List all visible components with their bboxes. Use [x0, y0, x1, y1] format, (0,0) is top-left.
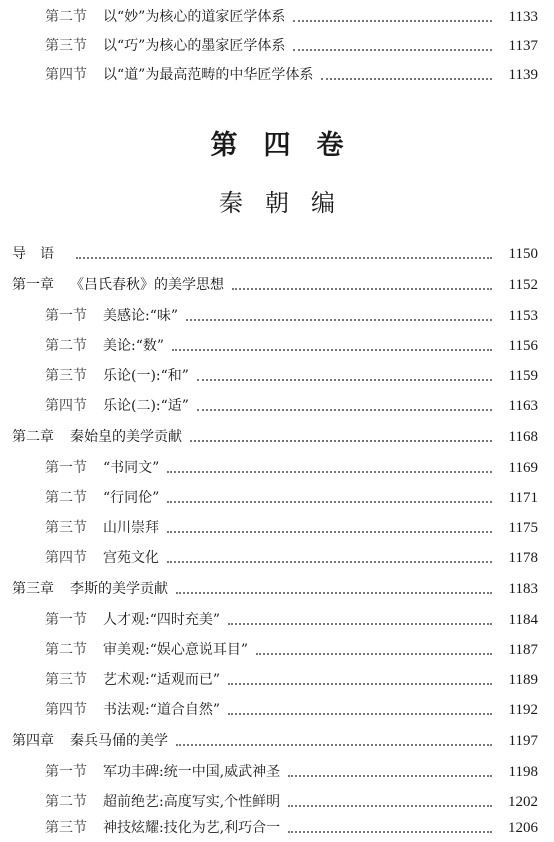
dot-leader [288, 804, 492, 807]
page-number: 1150 [508, 246, 538, 262]
volume-title: 第四卷 [210, 130, 370, 161]
toc-section-row[interactable] [0, 668, 554, 692]
dot-leader [167, 500, 492, 503]
dot-leader [76, 256, 492, 259]
section-number: 第一节 [45, 764, 87, 780]
chapter-number: 第三章 [12, 581, 54, 597]
dot-leader [232, 287, 492, 290]
dot-leader [293, 19, 492, 22]
page-number: 1175 [508, 520, 538, 536]
section-title: 以“妙”为核心的道家匠学体系 [103, 9, 286, 25]
chapter-title: 李斯的美学贡献 [70, 581, 168, 597]
toc-section-row[interactable] [0, 394, 554, 418]
toc-chapter-row[interactable] [0, 425, 554, 449]
dot-leader [228, 712, 492, 715]
section-title: 乐论(二):“适” [103, 398, 189, 414]
dot-leader [167, 560, 492, 563]
toc-section-row[interactable] [0, 698, 554, 722]
toc-section-row[interactable] [0, 5, 554, 29]
dot-leader [176, 743, 492, 746]
dot-leader [172, 348, 492, 351]
toc-section-row[interactable] [0, 334, 554, 358]
page-number: 1137 [508, 38, 538, 54]
section-title: 神技炫耀:技化为艺,利巧合一 [103, 820, 281, 836]
chapter-title: 秦始皇的美学贡献 [70, 429, 182, 445]
chapter-number: 第四章 [12, 733, 54, 749]
section-title: 美论:“数” [103, 338, 165, 354]
page-number: 1153 [508, 308, 538, 324]
chapter-number: 第一章 [12, 277, 54, 293]
dot-leader [288, 830, 492, 833]
page-number: 1192 [508, 702, 538, 718]
section-title: 乐论(一):“和” [103, 368, 189, 384]
page-number: 1159 [508, 368, 538, 384]
section-number: 第二节 [45, 490, 87, 506]
toc-section-row[interactable] [0, 63, 554, 87]
toc-section-row[interactable] [0, 34, 554, 58]
toc-section-row[interactable] [0, 790, 554, 814]
section-number: 第一节 [45, 612, 87, 628]
toc-section-row[interactable] [0, 608, 554, 632]
section-number: 第三节 [45, 672, 87, 688]
page-number: 1152 [508, 277, 538, 293]
section-number: 第一节 [45, 308, 87, 324]
section-title: “书同文” [103, 460, 160, 476]
section-title: 山川崇拜 [103, 520, 159, 536]
section-title: 以“道”为最高范畴的中华匠学体系 [103, 67, 314, 83]
section-number: 第一节 [45, 460, 87, 476]
section-number: 第三节 [45, 520, 87, 536]
dot-leader [228, 682, 492, 685]
dot-leader [293, 48, 492, 51]
page-number: 1197 [508, 733, 538, 749]
dot-leader [197, 408, 492, 411]
chapter-title: 《吕氏春秋》的美学思想 [70, 277, 224, 293]
page-number: 1187 [508, 642, 538, 658]
section-number: 第三节 [45, 368, 87, 384]
toc-section-row[interactable] [0, 456, 554, 480]
page-number: 1168 [508, 429, 538, 445]
dot-leader [167, 530, 492, 533]
section-number: 第三节 [45, 820, 87, 836]
page-number: 1169 [508, 460, 538, 476]
dot-leader [167, 470, 492, 473]
toc-section-row[interactable] [0, 546, 554, 570]
page-number: 1189 [508, 672, 538, 688]
chapter-title: 秦兵马俑的美学 [70, 733, 168, 749]
page-number: 1206 [508, 820, 538, 836]
page-number: 1171 [508, 490, 538, 506]
section-number: 第四节 [45, 398, 87, 414]
section-number: 第四节 [45, 702, 87, 718]
page-number: 1202 [508, 794, 538, 810]
section-title: 美感论:“味” [103, 308, 179, 324]
page-number: 1178 [508, 550, 538, 566]
dot-leader [288, 774, 492, 777]
dot-leader [176, 591, 492, 594]
toc-chapter-row[interactable] [0, 577, 554, 601]
part-title: 秦朝编 [219, 189, 357, 217]
toc-section-row[interactable] [0, 364, 554, 388]
dot-leader [228, 622, 492, 625]
page-number: 1139 [508, 67, 538, 83]
section-number: 第三节 [45, 38, 87, 54]
page-number: 1156 [508, 338, 538, 354]
section-title: 书法观:“道合自然” [103, 702, 221, 718]
page-number: 1133 [508, 9, 538, 25]
page-number: 1163 [508, 398, 538, 414]
section-title: 以“巧”为核心的墨家匠学体系 [103, 38, 286, 54]
section-number: 第四节 [45, 67, 87, 83]
section-number: 第二节 [45, 338, 87, 354]
dot-leader [321, 77, 492, 80]
toc-chapter-row[interactable] [0, 729, 554, 753]
section-number: 第四节 [45, 550, 87, 566]
page-number: 1198 [508, 764, 538, 780]
toc-intro-row[interactable] [0, 242, 554, 266]
page-number: 1184 [508, 612, 538, 628]
chapter-number: 第二章 [12, 429, 54, 445]
dot-leader [186, 318, 492, 321]
section-title: 军功丰碑:统一中国,威武神圣 [103, 764, 281, 780]
section-number: 第二节 [45, 9, 87, 25]
dot-leader [190, 439, 492, 442]
section-title: 审美观:“娱心意说耳目” [103, 642, 249, 658]
section-title: 宫苑文化 [103, 550, 159, 566]
section-number: 第二节 [45, 794, 87, 810]
toc-section-row[interactable] [0, 638, 554, 662]
toc-section-row[interactable] [0, 816, 554, 840]
section-title: “行同伦” [103, 490, 160, 506]
toc-section-row[interactable] [0, 486, 554, 510]
page-number: 1183 [508, 581, 538, 597]
toc-section-row[interactable] [0, 516, 554, 540]
section-title: 超前绝艺:高度写实,个性鲜明 [103, 794, 281, 810]
section-title: 艺术观:“适观而已” [103, 672, 221, 688]
toc-section-row[interactable] [0, 304, 554, 328]
toc-section-row[interactable] [0, 760, 554, 784]
intro-title: 导语 [12, 246, 68, 262]
section-number: 第二节 [45, 642, 87, 658]
toc-chapter-row[interactable] [0, 273, 554, 297]
dot-leader [256, 652, 492, 655]
section-title: 人才观:“四时充美” [103, 612, 221, 628]
dot-leader [197, 378, 492, 381]
